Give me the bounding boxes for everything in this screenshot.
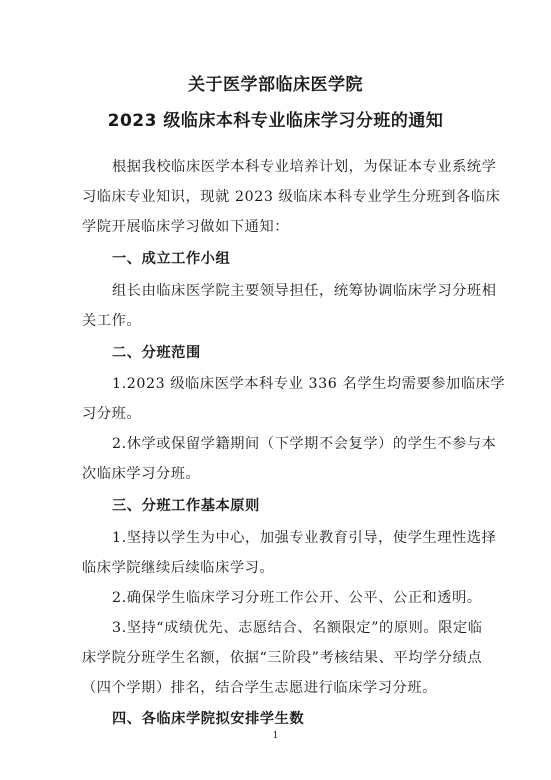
section-2-heading: 二、分班范围 <box>112 345 201 361</box>
section-2-item-2-line-2: 次临床学习分班。 <box>82 466 201 482</box>
section-4-heading: 四、各临床学院拟安排学生数 <box>112 711 305 727</box>
intro-line-2: 习临床专业知识，现就 2023 级临床本科专业学生分班到各临床 <box>82 189 501 205</box>
intro-line-1: 根据我校临床医学本科专业培养计划，为保证本专业系统学 <box>112 159 497 175</box>
section-3-item-1-line-1: 1.坚持以学生为中心，加强专业教育引导，使学生理性选择 <box>112 530 497 546</box>
section-2-item-2-line-1: 2.休学或保留学籍期间（下学期不会复学）的学生不参与本 <box>112 436 497 452</box>
section-3-item-3-line-1: 3.坚持“成绩优先、志愿结合、名额限定”的原则。限定临 <box>112 620 483 636</box>
section-1-heading: 一、成立工作小组 <box>112 251 231 267</box>
section-3-item-3-line-3: （四个学期）排名，结合学生志愿进行临床学习分班。 <box>82 680 437 696</box>
document-title-line-2: 2023 级临床本科专业临床学习分班的通知 <box>107 111 444 131</box>
section-3-item-2-line-1: 2.确保学生临床学习分班工作公开、公平、公正和透明。 <box>112 590 482 606</box>
section-2-item-1-line-1: 1.2023 级临床医学本科专业 336 名学生均需要参加临床学 <box>112 376 506 392</box>
section-1-line-2: 关工作。 <box>82 313 142 329</box>
section-3-item-3-line-2: 床学院分班学生名额，依据“三阶段”考核结果、平均学分绩点 <box>82 650 483 666</box>
section-1-line-1: 组长由临床医学院主要领导担任，统筹协调临床学习分班相 <box>112 283 497 299</box>
intro-line-3: 学院开展临床学习做如下通知： <box>82 219 290 235</box>
section-3-heading: 三、分班工作基本原则 <box>112 498 260 514</box>
page-number: 1 <box>272 731 279 741</box>
document-title-line-1: 关于医学部临床医学院 <box>188 75 363 95</box>
section-2-item-1-line-2: 习分班。 <box>82 406 142 422</box>
section-3-item-1-line-2: 临床学院继续后续临床学习。 <box>82 560 275 576</box>
